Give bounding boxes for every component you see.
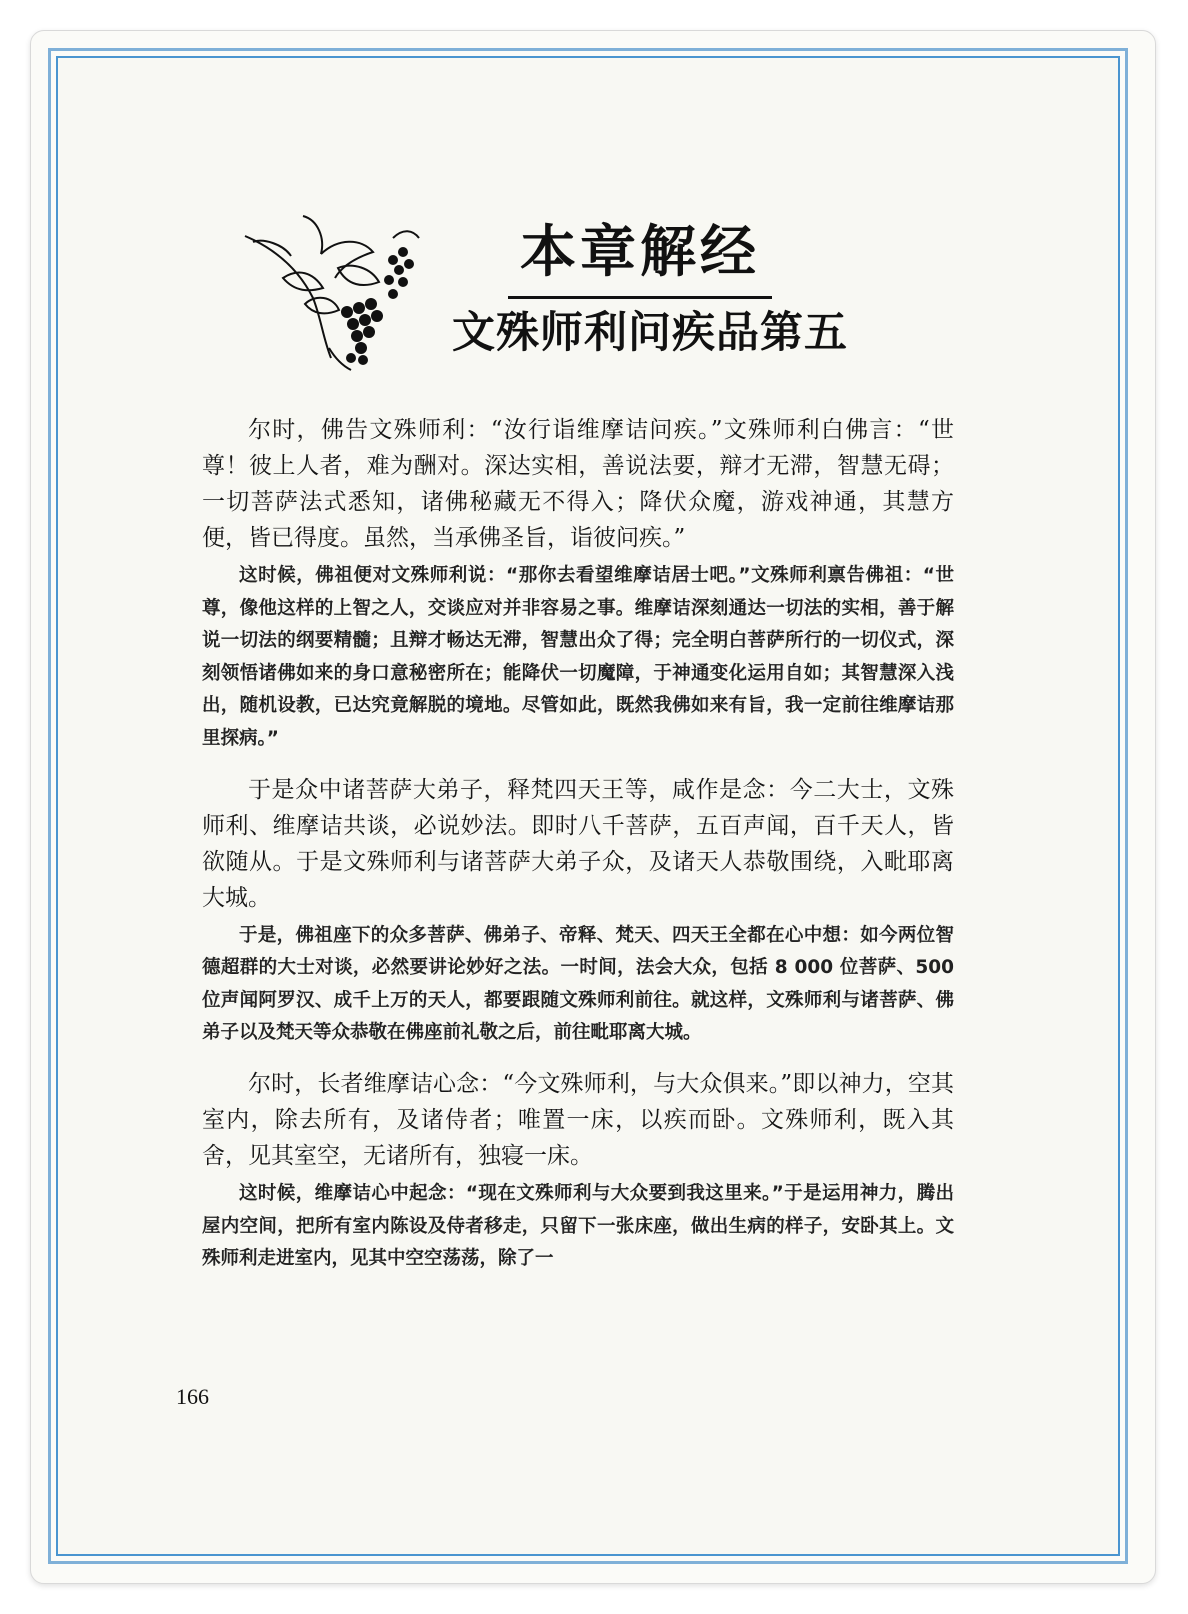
translation-text-3: 这时候，维摩诘心中起念：“现在文殊师利与大众要到我这里来。”于是运用神力，腾出屋内空间，把所有室内陈设及侍者移走，只留下一张床座，做出生病的样子，安卧其上。文殊师利走进室内，见其中空空荡荡，除了一 [202, 1182, 954, 1270]
chapter-heading: 本章解经 [520, 220, 760, 285]
translation-text-1: 这时候，佛祖便对文殊师利说：“那你去看望维摩诘居士吧。”文殊师利禀告佛祖：“世尊，像他这样的上智之人，交谈应对并非容易之事。维摩诘深刻通达一切法的实相，善于解说一切法的纲要精髓；且辩才畅达无滞，智慧出众了得；完全明白菩萨所行的一切仪式，深刻领悟诸佛如来的身口意秘密所在；能降伏一切魔障，于神通变化运用自如；其智慧深入浅出，随机设教，已达究竟解脱的境地。尽管如此，既然我佛如来有旨，我一定前往维摩诘那里探病。” [202, 565, 954, 749]
original-text-2: 于是众中诸菩萨大弟子，释梵四天王等，咸作是念：今二大士，文殊师利、维摩诘共谈，必说妙法。即时八千菩萨，五百声闻，百千天人，皆欲随从。于是文殊师利与诸菩萨大弟子众，及诸天人恭敬围绕，入毗耶离大城。 [202, 776, 954, 911]
chapter-subheading: 文殊师利问疾品第五 [452, 308, 848, 358]
text-body [202, 412, 954, 1292]
grape-vine-ornament-icon [243, 208, 423, 378]
page-number: 166 [176, 1384, 209, 1409]
translation-text-2: 于是，佛祖座下的众多菩萨、佛弟子、帝释、梵天、四天王全都在心中想：如今两位智德超群的大士对谈，必然要讲论妙好之法。一时间，法会大众，包括 8 000 位菩萨、500 位声闻阿罗汉、成千上万的天人，都要跟随文殊师利前往。就这样，文殊师利与诸菩萨、佛弟子以及梵天等众恭敬在佛座前礼敬之后，前往毗耶离大城。 [202, 924, 954, 1044]
heading-divider [508, 296, 772, 299]
original-text-3: 尔时，长者维摩诘心念：“今文殊师利，与大众俱来。”即以神力，空其室内，除去所有，及诸侍者；唯置一床，以疾而卧。文殊师利，既入其舍，见其室空，无诸所有，独寝一床。 [202, 1070, 954, 1169]
original-text-1: 尔时，佛告文殊师利：“汝行诣维摩诘问疾。”文殊师利白佛言：“世尊！彼上人者，难为酬对。深达实相，善说法要，辩才无滞，智慧无碍；一切菩萨法式悉知，诸佛秘藏无不得入；降伏众魔，游戏神通，其慧方便，皆已得度。虽然，当承佛圣旨，诣彼问疾。” [202, 417, 954, 551]
